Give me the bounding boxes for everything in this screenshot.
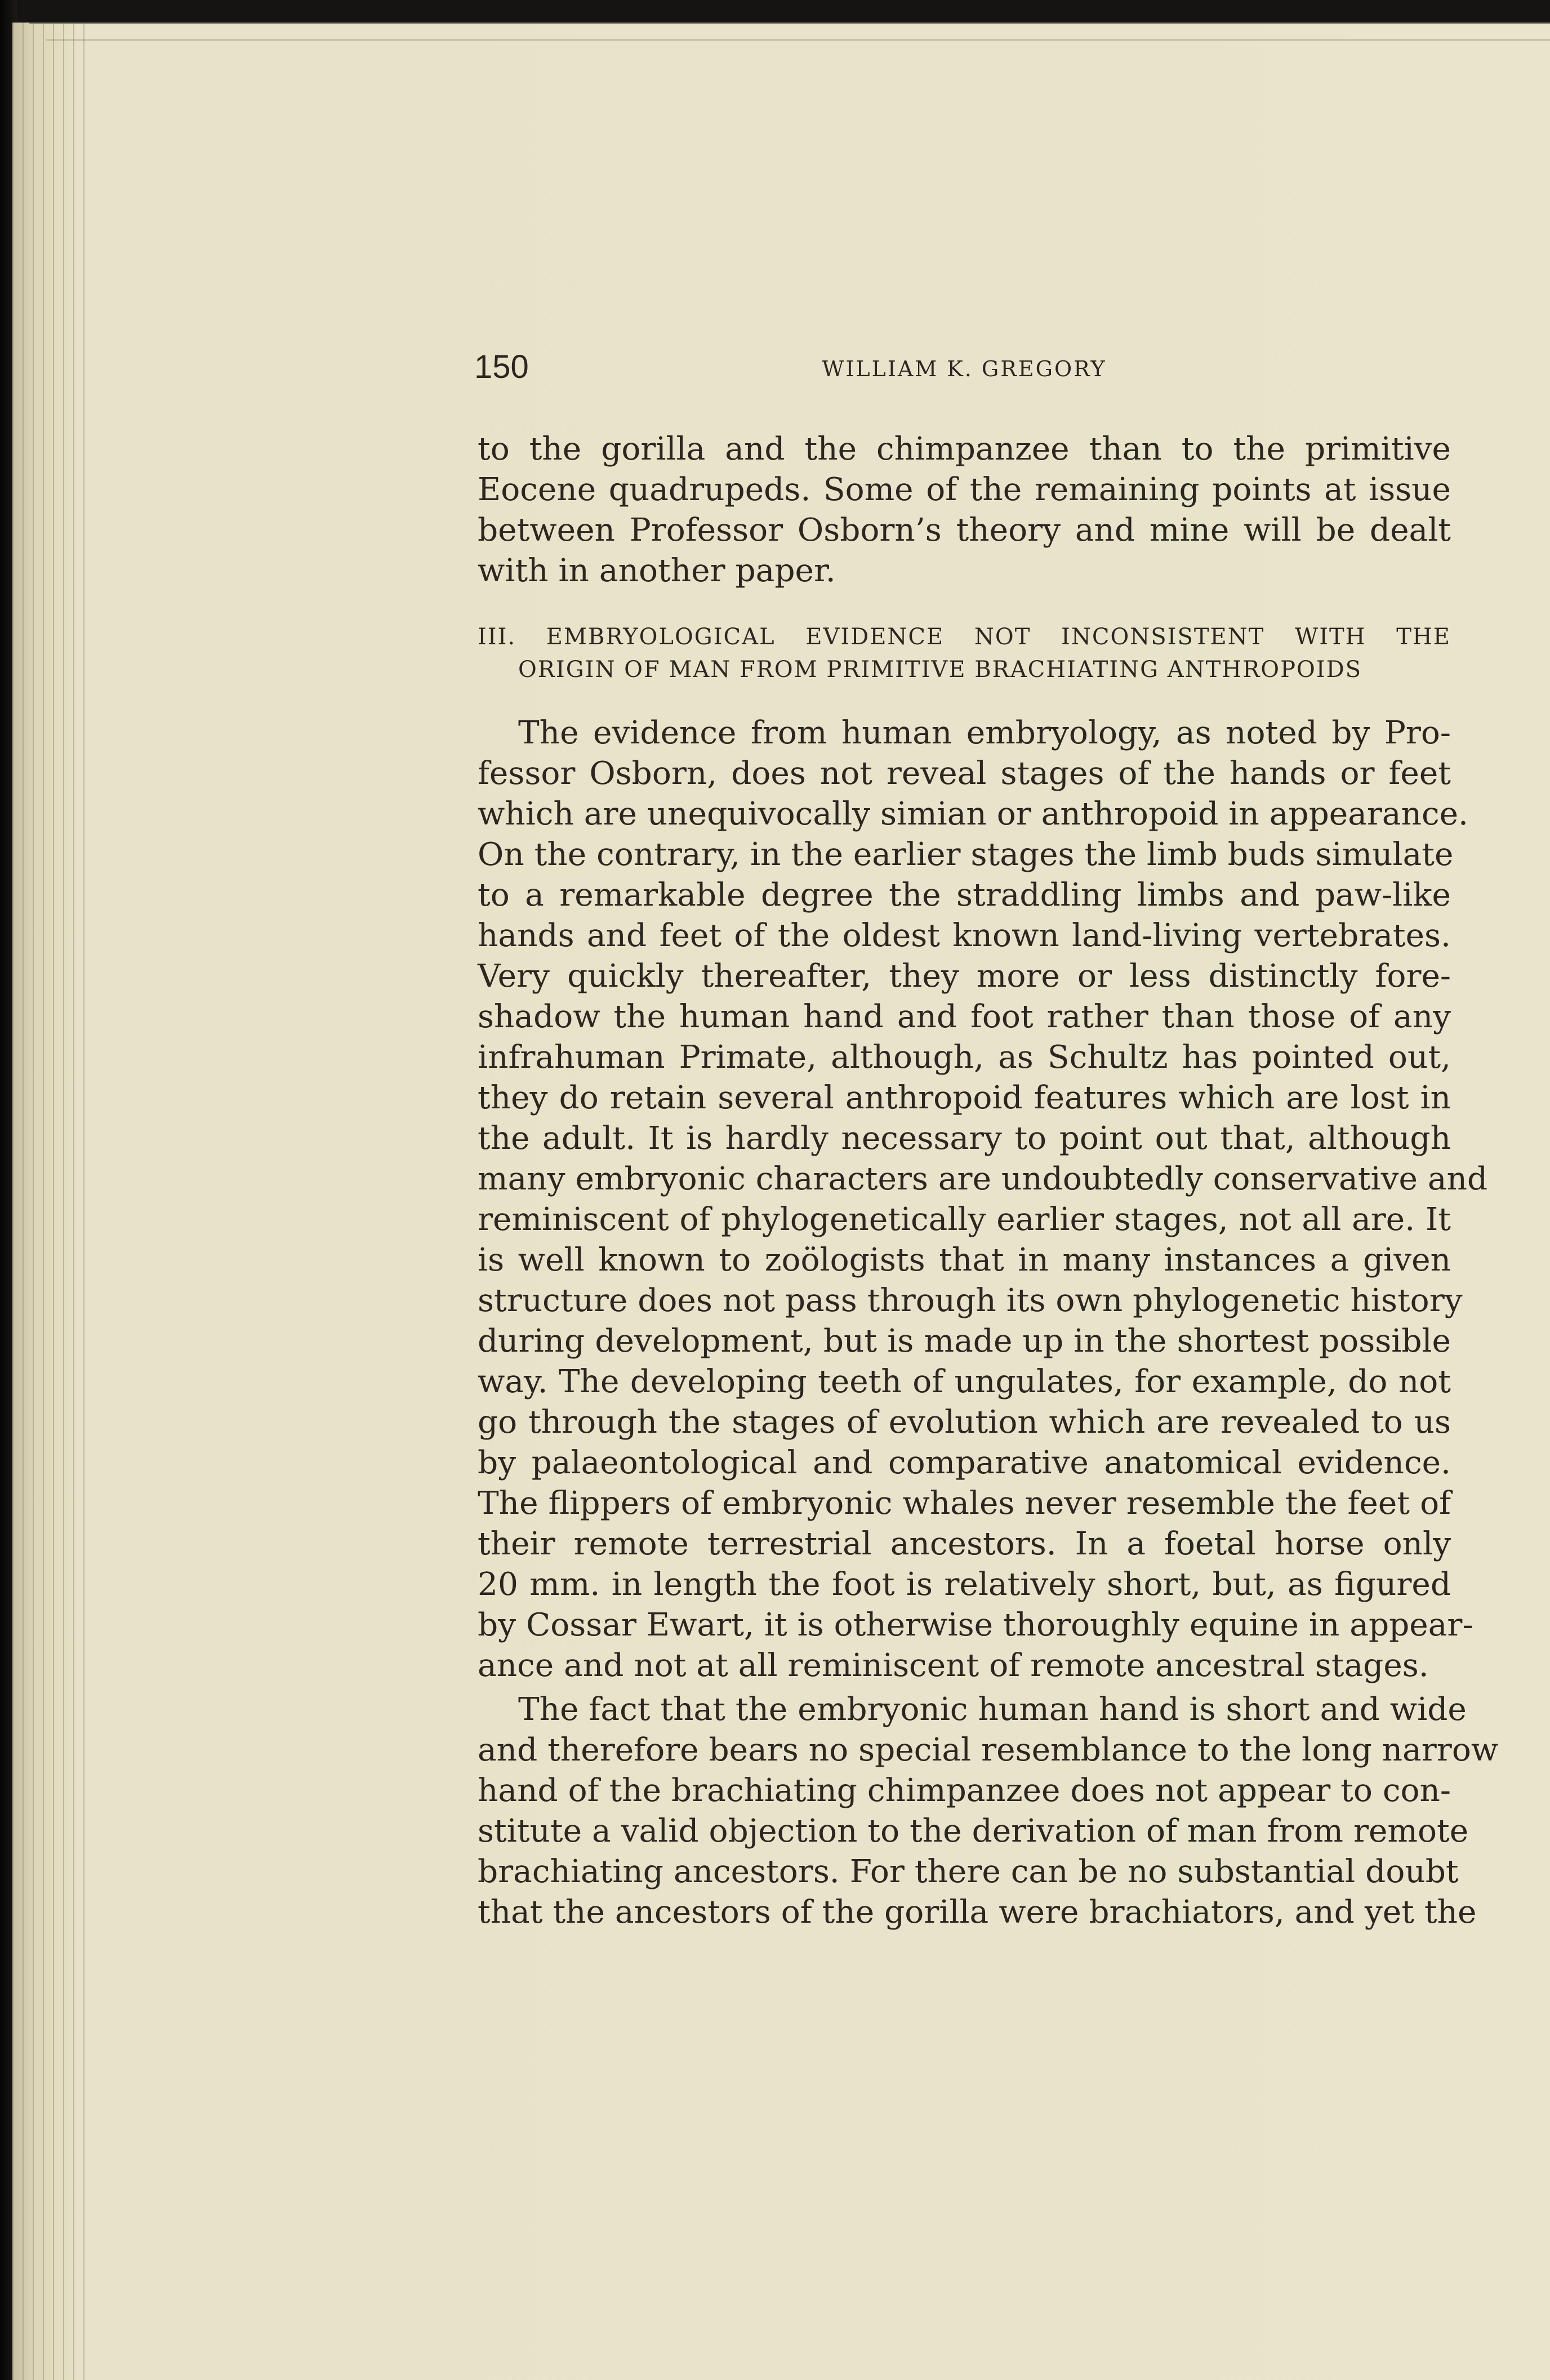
text-line: which are unequivocally simian or anthropoid in appearance.	[478, 796, 1469, 832]
text-line: The flippers of embryonic whales never resemble the feet of	[478, 1485, 1451, 1522]
text-line: to a remarkable degree the straddling limbs and paw-like	[478, 877, 1451, 913]
text-line: shadow the human hand and foot rather than those of any	[478, 999, 1451, 1035]
text-line: by Cossar Ewart, it is otherwise thoroughly equine in appear-	[478, 1607, 1473, 1643]
text-line: The fact that the embryonic human hand is short and wide	[518, 1691, 1467, 1728]
section-heading-line-2: ORIGIN OF MAN FROM PRIMITIVE BRACHIATING ANTHROPOIDS	[518, 657, 1362, 683]
text-line: ance and not at all reminiscent of remote ancestral stages.	[478, 1647, 1429, 1684]
text-line: between Professor Osborn’s theory and mine will be dealt	[478, 512, 1451, 549]
text-line: brachiating ancestors. For there can be no substantial doubt	[478, 1853, 1459, 1890]
text-line: the adult. It is hardly necessary to point out that, although	[478, 1120, 1451, 1157]
text-line: by palaeontological and comparative anatomical evidence.	[478, 1445, 1451, 1481]
text-line: 20 mm. in length the foot is relatively short, but, as figured	[478, 1566, 1451, 1603]
section-heading	[478, 621, 1451, 686]
text-line: Very quickly thereafter, they more or less distinctly fore-	[478, 958, 1451, 995]
page-number: 150	[474, 349, 529, 385]
section-heading-line-1: III. EMBRYOLOGICAL EVIDENCE NOT INCONSISTENT WITH THE	[478, 624, 1451, 650]
text-line: they do retain several anthropoid features which are lost in	[478, 1080, 1451, 1116]
text-line: Eocene quadrupeds. Some of the remaining points at issue	[478, 471, 1451, 508]
text-line: structure does not pass through its own phylogenetic history	[478, 1282, 1463, 1319]
text-line: stitute a valid objection to the derivation of man from remote	[478, 1813, 1469, 1849]
running-head-author: WILLIAM K. GREGORY	[822, 356, 1107, 381]
running-head	[474, 345, 1454, 390]
text-line: their remote terrestrial ancestors. In a foetal horse only	[478, 1526, 1451, 1562]
text-line: hand of the brachiating chimpanzee does not appear to con-	[478, 1772, 1451, 1809]
text-line: go through the stages of evolution which are revealed to us	[478, 1404, 1451, 1441]
text-line: The evidence from human embryology, as noted by Pro-	[518, 715, 1451, 751]
text-line: infrahuman Primate, although, as Schultz has pointed out,	[478, 1039, 1451, 1076]
text-line: fessor Osborn, does not reveal stages of the hands or feet	[478, 755, 1451, 792]
text-line: reminiscent of phylogenetically earlier stages, not all are. It	[478, 1201, 1451, 1238]
paragraph-3	[478, 1690, 1499, 1933]
text-line: is well known to zoölogists that in many instances a given	[478, 1242, 1451, 1278]
text-line: that the ancestors of the gorilla were brachiators, and yet the	[478, 1894, 1477, 1931]
text-line: to the gorilla and the chimpanzee than to the primitive	[478, 431, 1451, 467]
text-line: with in another paper.	[478, 552, 836, 589]
text-line: during development, but is made up in the shortest possible	[478, 1323, 1451, 1360]
text-line: way. The developing teeth of ungulates, for example, do not	[478, 1363, 1451, 1400]
text-line: many embryonic characters are undoubtedly conservative and	[478, 1161, 1488, 1197]
text-line: hands and feet of the oldest known land-living vertebrates.	[478, 917, 1451, 954]
text-line: and therefore bears no special resemblance to the long narrow	[478, 1732, 1499, 1768]
text-line: On the contrary, in the earlier stages the limb buds simulate	[478, 836, 1454, 873]
paragraph-1	[478, 429, 1451, 591]
paragraph-2	[478, 713, 1488, 1686]
